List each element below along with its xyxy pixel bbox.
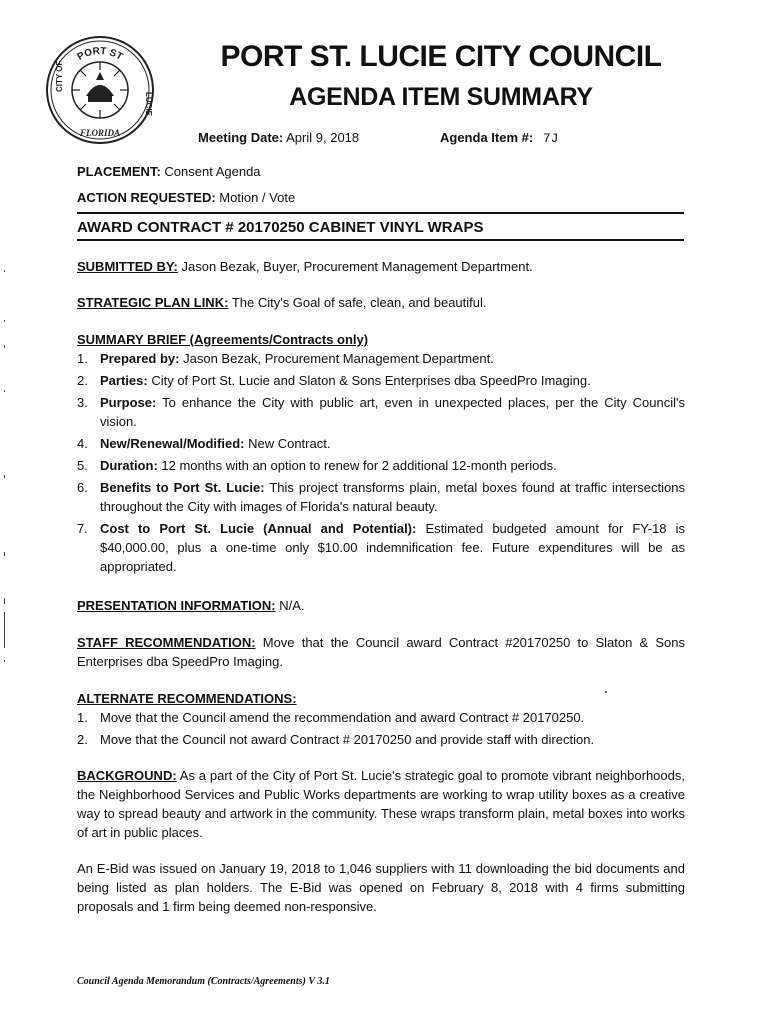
list-item-text: Estimated budgeted amount for FY-18 is $40,000.00, plus a one-time only $10.00 indemnification fee. Future expenditures will be as appropriated. [100, 521, 685, 574]
list-item-number: 7. [77, 521, 88, 536]
list-item-label: Prepared by: [100, 351, 180, 366]
alternate-recommendations-heading [77, 689, 685, 708]
list-item [77, 349, 685, 368]
list-item [77, 434, 685, 453]
ebid-paragraph: An E-Bid was issued on January 19, 2018 to 1,046 suppliers with 11 downloading the bid documents and being listed as plan holders. The E-Bid was opened on February 8, 2018 with 4 firms submitting proposals and 1 firm being deemed non-responsive. [77, 861, 685, 914]
list-item-number: 3. [77, 395, 88, 410]
strategic-plan-link [77, 293, 685, 312]
svg-text:PORT ST [76, 46, 125, 63]
seal-left-text: CITY OF [55, 60, 64, 92]
list-item-label: Purpose: [100, 395, 157, 410]
list-item-text: New Contract. [248, 436, 331, 451]
background-value: As a part of the City of Port St. Lucie's strategic goal to promote vibrant neighborhoods, the Neighborhood Services and Public Works departments are working to wrap utility boxes as a creative way to spread beauty and artwork in the community. These wraps transform plain, metal boxes into works of art in public places. [77, 768, 685, 840]
placement-line [77, 163, 261, 180]
submitted-by-label: SUBMITTED BY: [77, 259, 178, 274]
submitted-by-value: Jason Bezak, Buyer, Procurement Management Department. [181, 259, 533, 274]
list-item-text: To enhance the City with public art, even in unexpected places, per the City Council's vision. [100, 395, 685, 429]
staff-recommendation [77, 633, 685, 671]
scan-speck [605, 691, 607, 693]
strategic-plan-value: The City's Goal of safe, clean, and beautiful. [231, 295, 487, 310]
list-item [77, 393, 685, 431]
list-item-text: Move that the Council not award Contract # 20170250 and provide staff with direction. [100, 732, 595, 747]
list-item-number: 2. [77, 373, 88, 388]
list-item-text: Jason Bezak, Procurement Management Department. [183, 351, 494, 366]
list-item-number: 1. [77, 710, 88, 725]
list-item-label: Parties: [100, 373, 148, 388]
footer-note: Council Agenda Memorandum (Contracts/Agreements) V 3.1 [77, 976, 330, 987]
summary-brief-list [77, 349, 685, 576]
summary-brief-heading-text: SUMMARY BRIEF (Agreements/Contracts only) [77, 332, 369, 347]
summary-brief-heading [77, 330, 685, 349]
list-item [77, 708, 685, 727]
city-seal-logo [44, 34, 156, 146]
strategic-plan-label: STRATEGIC PLAN LINK: [77, 295, 229, 310]
seal-bottom-text: FLORIDA [79, 128, 121, 138]
background-section [77, 766, 685, 842]
action-requested-label: ACTION REQUESTED: [77, 190, 216, 205]
title-rule-top [77, 212, 684, 214]
background-label: BACKGROUND: [77, 768, 177, 783]
meeting-date-value: April 9, 2018 [286, 130, 360, 145]
staff-recommendation-value: Move that the Council award Contract #20170250 to Slaton & Sons Enterprises dba SpeedPro Imaging. [77, 635, 685, 669]
list-item-number: 1. [77, 351, 88, 366]
meeting-date-label: Meeting Date: [198, 130, 284, 145]
list-item-text: This project transforms plain, metal boxes found at traffic intersections throughout the City with images of Florida's natural beauty. [100, 480, 685, 514]
list-item [77, 730, 685, 749]
scan-margin-marks [3, 260, 7, 690]
presentation-value: N/A. [279, 598, 305, 613]
list-item-number: 5. [77, 458, 88, 473]
agenda-item-value: 7J [542, 131, 559, 146]
page-title: PORT ST. LUCIE CITY COUNCIL [220, 40, 662, 73]
contract-title: AWARD CONTRACT # 20170250 CABINET VINYL WRAPS [77, 219, 484, 236]
list-item [77, 519, 685, 576]
list-item-number: 4. [77, 436, 88, 451]
list-item [77, 478, 685, 516]
staff-recommendation-label: STAFF RECOMMENDATION: [77, 635, 256, 650]
alternate-heading-text: ALTERNATE RECOMMENDATIONS: [77, 691, 297, 706]
seal-top-text: PORT ST [75, 45, 125, 63]
placement-value: Consent Agenda [164, 164, 261, 179]
submitted-by [77, 257, 685, 276]
list-item-label: New/Renewal/Modified: [100, 436, 245, 451]
list-item-label: Duration: [100, 458, 158, 473]
list-item-number: 2. [77, 732, 88, 747]
seal-right-text: LUCIE [144, 92, 153, 116]
presentation-label: PRESENTATION INFORMATION: [77, 598, 276, 613]
list-item-number: 6. [77, 480, 88, 495]
meeting-date [198, 130, 359, 145]
agenda-item-number [440, 130, 558, 146]
list-item-label: Benefits to Port St. Lucie: [100, 480, 265, 495]
list-item-text: City of Port St. Lucie and Slaton & Sons Enterprises dba SpeedPro Imaging. [151, 373, 591, 388]
page-subtitle: AGENDA ITEM SUMMARY [289, 83, 593, 111]
list-item [77, 371, 685, 390]
action-requested-line [77, 189, 295, 206]
placement-label: PLACEMENT: [77, 164, 161, 179]
action-requested-value: Motion / Vote [219, 190, 296, 205]
title-rule-bottom [77, 239, 684, 241]
list-item-label: Cost to Port St. Lucie (Annual and Potential): [100, 521, 417, 536]
presentation-information [77, 596, 685, 615]
list-item-text: 12 months with an option to renew for 2 additional 12-month periods. [161, 458, 557, 473]
list-item [77, 456, 685, 475]
agenda-item-label: Agenda Item #: [440, 130, 534, 145]
alternate-recommendations-list [77, 708, 685, 749]
list-item-text: Move that the Council amend the recommendation and award Contract # 20170250. [100, 710, 585, 725]
